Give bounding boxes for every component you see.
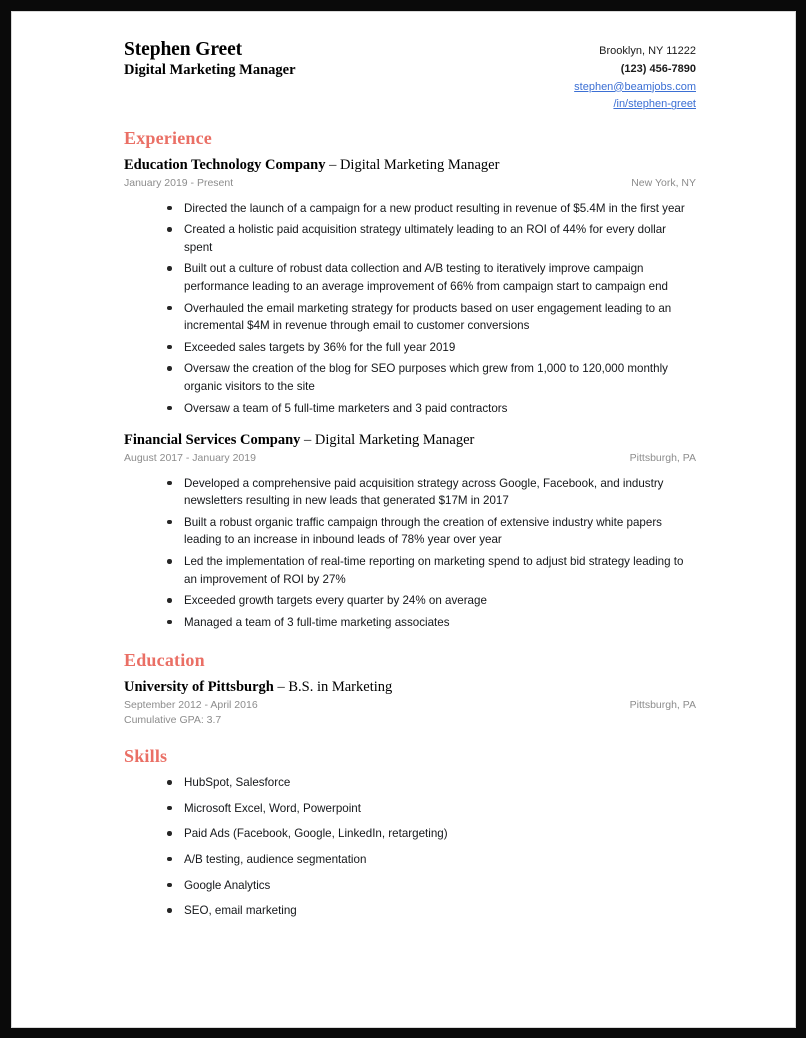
bullet-item <box>124 514 696 549</box>
contact-block <box>574 34 696 114</box>
experience-entry-title <box>124 156 696 174</box>
experience-role: Digital Marketing Manager <box>314 432 475 449</box>
bullet-text: Built a robust organic traffic campaign through the creation of extensive industry white papers leading to an increase in inbound leads of 78% year over year <box>184 515 662 547</box>
experience-meta <box>124 451 696 466</box>
resume-content <box>124 34 696 928</box>
skill-text: HubSpot, Salesforce <box>184 776 291 790</box>
section-heading-experience: Experience <box>124 128 212 149</box>
list-item <box>124 825 696 843</box>
section-heading-skills: Skills <box>124 746 168 767</box>
experience-dates: January 2019 - Present <box>124 177 234 190</box>
education-location: Pittsburgh, PA <box>629 698 696 711</box>
bullet-text: Overhauled the email marketing strategy for products based on user engagement leading to an incremental $4M in revenue through email to customer conversions <box>184 301 672 333</box>
bullet-text: Directed the launch of a campaign for a new product resulting in revenue of $5.4M in the first year <box>184 201 685 215</box>
bullet-item <box>124 300 696 335</box>
bullet-dot-icon <box>167 366 172 371</box>
list-item <box>124 851 696 869</box>
bullet-text: Exceeded growth targets every quarter by 24% on average <box>184 594 487 608</box>
contact-email-link[interactable]: stephen@beamjobs.com <box>574 80 696 93</box>
bullet-item <box>124 360 696 395</box>
bullet-item <box>124 475 696 510</box>
identity-block <box>124 34 296 79</box>
experience-bullet-list <box>124 200 696 418</box>
bullet-dot-icon <box>167 780 172 785</box>
bullet-dot-icon <box>167 206 172 211</box>
bullet-text: Developed a comprehensive paid acquisition strategy across Google, Facebook, and industry newsletters resulting in new leads that generated $17M in 2017 <box>184 476 664 508</box>
bullet-text: Created a holistic paid acquisition strategy ultimately leading to an ROI of 44% for every dollar spent <box>184 223 667 254</box>
bullet-item <box>124 400 696 418</box>
education-gpa: Cumulative GPA: 3.7 <box>124 713 222 726</box>
bullet-dot-icon <box>167 806 172 811</box>
experience-entry <box>124 156 696 417</box>
bullet-dot-icon <box>167 620 172 625</box>
bullet-item <box>124 260 696 295</box>
experience-organization: Education Technology Company <box>124 157 326 174</box>
skill-text: SEO, email marketing <box>184 904 297 918</box>
bullet-dot-icon <box>167 908 172 913</box>
experience-entry <box>124 431 696 631</box>
education-meta <box>124 698 696 713</box>
bullet-dot-icon <box>167 831 172 836</box>
bullet-text: Exceeded sales targets by 36% for the full year 2019 <box>184 340 456 354</box>
education-organization: University of Pittsburgh <box>124 678 274 695</box>
resume-page <box>11 11 796 1028</box>
list-item <box>124 774 696 792</box>
bullet-dot-icon <box>167 227 172 232</box>
bullet-text: Oversaw a team of 5 full-time marketers and 3 paid contractors <box>184 401 508 415</box>
bullet-item <box>124 221 696 256</box>
list-item <box>124 800 696 818</box>
bullet-dot-icon <box>167 481 172 486</box>
contact-location: Brooklyn, NY 11222 <box>599 45 696 57</box>
skill-text: Paid Ads (Facebook, Google, LinkedIn, retargeting) <box>184 827 448 841</box>
bullet-dot-icon <box>167 520 172 525</box>
bullet-dot-icon <box>167 406 172 411</box>
bullet-dot-icon <box>167 306 172 311</box>
education-entry-title <box>124 678 696 696</box>
skill-text: Microsoft Excel, Word, Powerpoint <box>184 801 361 815</box>
education-dates: September 2012 - April 2016 <box>124 698 258 711</box>
bullet-dot-icon <box>167 883 172 888</box>
bullet-item <box>124 614 696 632</box>
contact-linkedin-link[interactable]: /in/stephen-greet <box>613 98 696 111</box>
bullet-dot-icon <box>167 559 172 564</box>
list-item <box>124 877 696 895</box>
bullet-item <box>124 200 696 218</box>
experience-meta <box>124 176 696 191</box>
experience-location: New York, NY <box>631 177 696 190</box>
experience-dates: August 2017 - January 2019 <box>124 452 256 465</box>
list-item <box>124 902 696 920</box>
bullet-dot-icon <box>167 266 172 271</box>
bullet-item <box>124 592 696 610</box>
skill-text: A/B testing, audience segmentation <box>184 852 367 866</box>
resume-header <box>124 34 696 114</box>
candidate-name: Stephen Greet <box>124 39 243 60</box>
bullet-item <box>124 553 696 588</box>
contact-phone[interactable]: (123) 456-7890 <box>620 62 696 75</box>
bullet-dot-icon <box>167 598 172 603</box>
title-separator: – <box>277 678 285 695</box>
bullet-text: Managed a team of 3 full-time marketing associates <box>184 615 450 629</box>
bullet-text: Built out a culture of robust data collection and A/B testing to iteratively improve campaign performance leading to an average improvement of 66% from campaign start to campaign end <box>184 262 668 294</box>
skill-text: Google Analytics <box>184 878 271 892</box>
education-degree: B.S. in Marketing <box>288 678 393 695</box>
experience-organization: Financial Services Company <box>124 432 301 449</box>
candidate-job-title: Digital Marketing Manager <box>124 61 296 78</box>
bullet-dot-icon <box>167 345 172 350</box>
section-heading-education: Education <box>124 649 205 670</box>
bullet-text: Oversaw the creation of the blog for SEO purposes which grew from 1,000 to 120,000 monthly organic visitors to the site <box>184 362 668 394</box>
experience-bullet-list <box>124 475 696 632</box>
experience-role: Digital Marketing Manager <box>339 157 500 174</box>
bullet-dot-icon <box>167 857 172 862</box>
skills-list <box>124 774 696 920</box>
bullet-item <box>124 339 696 357</box>
education-entry <box>124 678 696 729</box>
title-separator: – <box>329 157 337 174</box>
bullet-text: Led the implementation of real-time reporting on marketing spend to adjust bid strategy leading to an improvement of ROI by 27% <box>184 555 684 586</box>
experience-entry-title <box>124 431 696 449</box>
title-separator: – <box>304 432 312 449</box>
experience-location: Pittsburgh, PA <box>629 452 696 465</box>
